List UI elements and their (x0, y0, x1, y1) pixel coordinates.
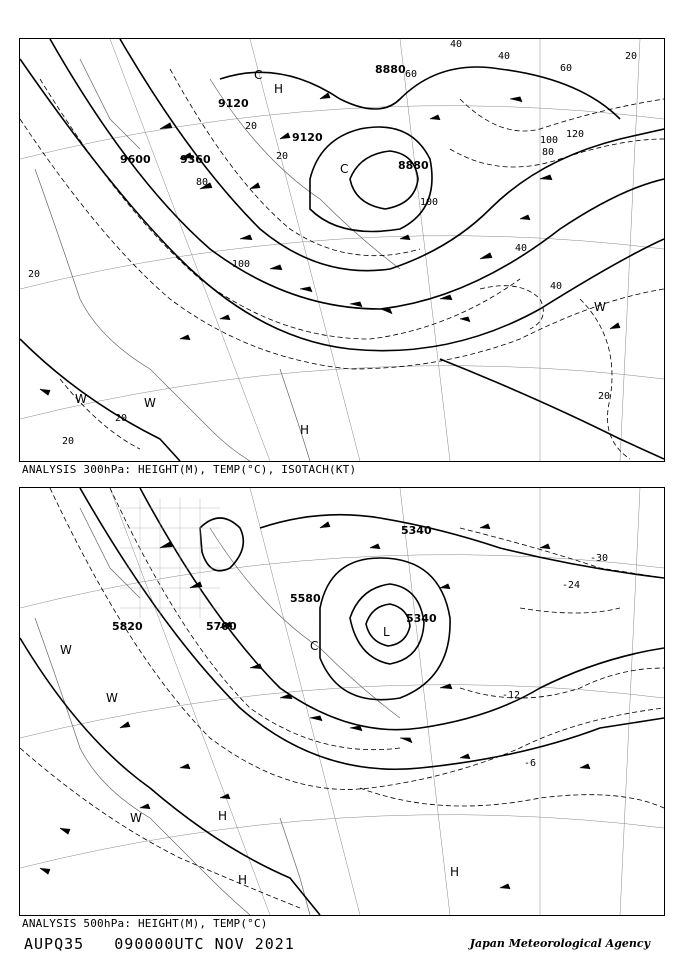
isotach-label: 80 (542, 147, 555, 158)
temp-label: -6 (524, 758, 537, 769)
isotach-label: 20 (62, 436, 75, 447)
map-300hpa-canvas (20, 39, 664, 461)
high-symbol: H (450, 865, 460, 879)
wind-barbs (40, 522, 590, 889)
map-300hpa (19, 38, 665, 462)
height-label: 9600 (120, 153, 151, 166)
isotach-label: 20 (625, 51, 638, 62)
chart-code: AUPQ35 (24, 935, 85, 953)
high-symbol: H (238, 873, 248, 887)
warm-symbol: W (594, 300, 606, 314)
warm-symbol: W (130, 811, 142, 825)
height-label: 9360 (180, 153, 211, 166)
isotach-label: 100 (540, 135, 559, 146)
warm-symbol: W (75, 392, 87, 406)
caption-300hpa: ANALYSIS 300hPa: HEIGHT(M), TEMP(°C), ISOTACH(KT) (22, 463, 357, 476)
high-symbol: H (218, 809, 228, 823)
chart-id (24, 935, 295, 953)
height-label: 9120 (292, 131, 323, 144)
agency-credit: Japan Meteorological Agency (469, 937, 650, 950)
isotach-label: 120 (566, 129, 585, 140)
isotach-label: 80 (196, 177, 209, 188)
high-symbol: H (300, 423, 310, 437)
isotach-label: 60 (560, 63, 573, 74)
isotach-label: 20 (245, 121, 258, 132)
isotach-label: 60 (405, 69, 418, 80)
graticule (20, 39, 664, 461)
height-label: 5700 (206, 620, 237, 633)
dashed-contours (20, 69, 664, 459)
height-label: 5820 (112, 620, 143, 633)
isotach-label: 20 (28, 269, 41, 280)
isotach-label-group (28, 39, 637, 447)
height-label-group (120, 63, 429, 172)
temp-label: -24 (562, 580, 581, 591)
cold-symbol: C (310, 639, 319, 653)
coastline (35, 508, 400, 915)
temp-label: -12 (502, 690, 521, 701)
wind-barbs (40, 93, 620, 395)
height-label: 5580 (290, 592, 321, 605)
height-label: 5340 (401, 524, 432, 537)
isotach-label: 20 (598, 391, 611, 402)
height-label: 5340 (406, 612, 437, 625)
height-label: 9120 (218, 97, 249, 110)
warm-symbol: W (106, 691, 118, 705)
cold-symbol: C (340, 162, 349, 176)
warm-symbol: W (144, 396, 156, 410)
height-label: 8880 (375, 63, 406, 76)
isotach-label: 20 (115, 413, 128, 424)
map-500hpa-canvas (20, 488, 664, 915)
isotach-label: 100 (420, 197, 439, 208)
isotach-label: 40 (550, 281, 563, 292)
caption-500hpa: ANALYSIS 500hPa: HEIGHT(M), TEMP(°C) (22, 917, 268, 930)
isotach-label: 40 (450, 39, 463, 50)
temp-label: -30 (590, 553, 609, 564)
low-symbol: L (383, 625, 390, 639)
isotach-label: 20 (276, 151, 289, 162)
isotach-label: 40 (515, 243, 528, 254)
isotach-label: 40 (498, 51, 511, 62)
cold-symbol: C (254, 68, 263, 82)
high-symbol: H (274, 82, 284, 96)
coastline (35, 59, 400, 461)
isotach-label: 100 (232, 259, 251, 270)
valid-time: 090000UTC NOV 2021 (114, 935, 295, 953)
warm-symbol: W (60, 643, 72, 657)
map-500hpa (19, 487, 665, 916)
height-label: 8880 (398, 159, 429, 172)
temp-label-group (502, 553, 608, 769)
